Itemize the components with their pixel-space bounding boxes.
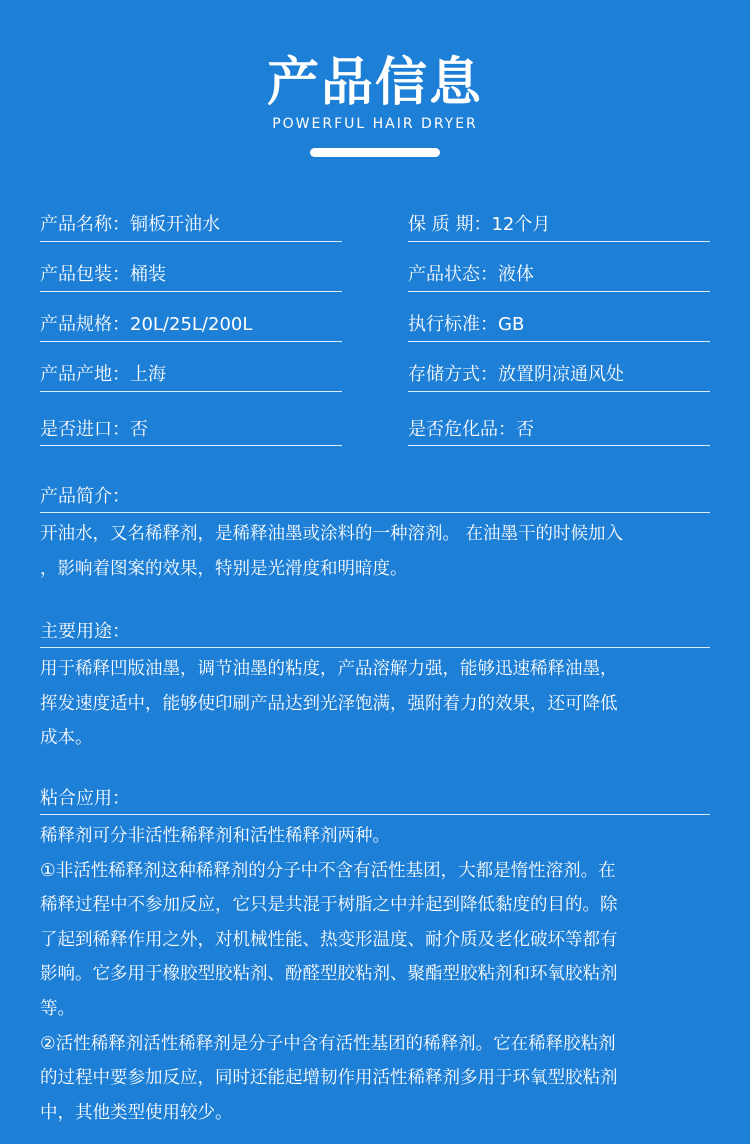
spec-label: 执行标准：	[408, 314, 498, 335]
application-section	[40, 786, 710, 1130]
text-line: 开油水，又名稀释剂，是稀释油墨或涂料的一种溶剂。 在油墨干的时候加入	[40, 524, 624, 544]
spec-label: 是否危化品：	[408, 419, 516, 440]
text-line: 稀释过程中不参加反应，它只是共混于树脂之中并起到降低黏度的目的。除	[40, 895, 618, 916]
spec-label: 存储方式：	[408, 364, 498, 385]
usage-section	[40, 619, 710, 756]
spec-value: 否	[516, 419, 534, 440]
spec-name	[40, 208, 342, 242]
spec-origin	[40, 358, 342, 392]
section-body	[40, 819, 710, 1130]
spec-hazardous	[408, 408, 710, 446]
spec-label: 产品产地：	[40, 364, 130, 385]
section-title: 粘合应用：	[40, 786, 710, 815]
text-line: 成本。	[40, 728, 93, 749]
section-title: 产品简介：	[40, 484, 710, 513]
section-body	[40, 652, 710, 756]
spec-size	[40, 308, 342, 342]
intro-section	[40, 484, 710, 586]
text-line: 影响。它多用于橡胶型胶粘剂、酚醛型胶粘剂、聚酯型胶粘剂和环氧胶粘剂	[40, 964, 618, 985]
section-title: 主要用途：	[40, 619, 710, 648]
spec-grid	[40, 208, 710, 464]
text-line: ②活性稀释剂活性稀释剂是分子中含有活性基团的稀释剂。它在稀释胶粘剂	[40, 1033, 616, 1054]
page-header	[0, 52, 750, 157]
text-line: ①非活性稀释剂这种稀释剂的分子中不含有活性基团，大都是惰性溶剂。在	[40, 860, 616, 881]
page-title: 产品信息	[266, 53, 483, 113]
spec-value: 铜板开油水	[130, 214, 220, 235]
spec-label: 产品包装：	[40, 264, 130, 285]
spec-value: 放置阴凉通风处	[498, 364, 624, 385]
spec-state	[408, 258, 710, 292]
spec-storage	[408, 358, 710, 392]
section-body	[40, 517, 710, 586]
spec-value: 否	[130, 419, 148, 440]
title-underline-bar	[310, 148, 440, 157]
spec-value: 桶装	[130, 264, 166, 285]
spec-value: 12个月	[491, 214, 551, 235]
text-line: 中，其他类型使用较少。	[40, 1102, 233, 1123]
text-line: 的过程中要参加反应，同时还能起增韧作用活性稀释剂多用于环氧型胶粘剂	[40, 1068, 618, 1089]
spec-label: 产品状态：	[408, 264, 498, 285]
spec-value: 上海	[130, 364, 166, 385]
spec-label: 是否进口：	[40, 419, 130, 440]
text-line: ，影响着图案的效果，特别是光滑度和明暗度。	[40, 558, 408, 579]
spec-value: 20L/25L/200L	[130, 314, 253, 335]
spec-imported	[40, 408, 342, 446]
spec-standard	[408, 308, 710, 342]
spec-value: GB	[498, 314, 525, 335]
spec-packaging	[40, 258, 342, 292]
spec-shelf-life	[408, 208, 710, 242]
spec-value: 液体	[498, 264, 534, 285]
spec-label: 产品名称：	[40, 214, 130, 235]
text-line: 等。	[40, 998, 75, 1019]
spec-label: 保 质 期：	[408, 214, 492, 235]
text-line: 用于稀释凹版油墨，调节油墨的粘度，产品溶解力强，能够迅速稀释油墨，	[40, 659, 618, 679]
text-line: 挥发速度适中，能够使印刷产品达到光泽饱满，强附着力的效果，还可降低	[40, 693, 618, 714]
text-line: 了起到稀释作用之外，对机械性能、热变形温度、耐介质及老化破坏等都有	[40, 929, 618, 950]
spec-label: 产品规格：	[40, 314, 130, 335]
text-line: 稀释剂可分非活性稀释剂和活性稀释剂两种。	[40, 826, 390, 846]
page-subtitle: POWERFUL HAIR DRYER	[272, 116, 478, 132]
